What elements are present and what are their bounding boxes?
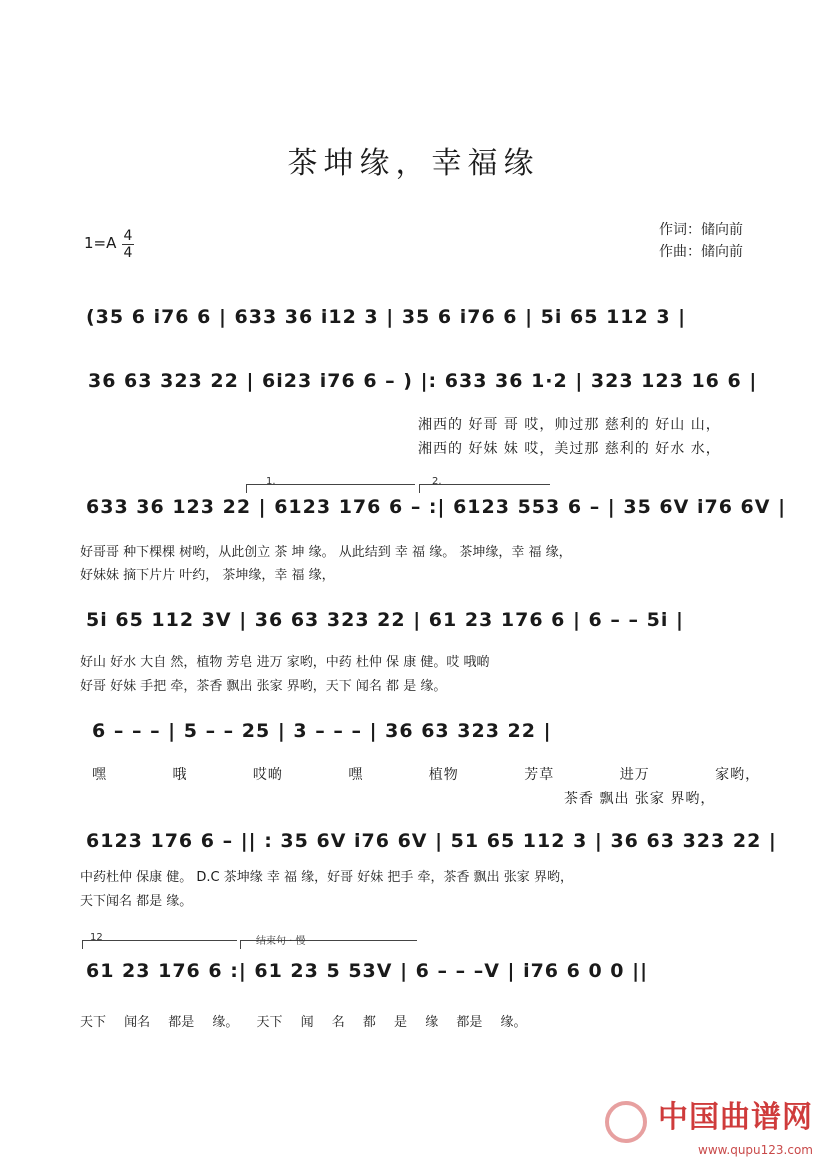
lyric-row-3-verse-1: 好哥哥 种下棵棵 树哟，从此创立 茶 坤 缘。 从此结到 幸 福 缘。 茶坤缘，幸 福 缘， xyxy=(80,545,572,560)
lyric-row-2-verse-1: 湘西的 好哥 哥 哎，帅过那 慈利的 好山 山， xyxy=(418,417,721,433)
second-ending-label: 2. xyxy=(432,476,442,487)
notation-row-5: 6 – – – | 5 – – 25 | 3 – – – | 36 63 323 22 | xyxy=(92,720,552,742)
notation-row-2: 36 63 323 22 | 6i23 i76 6 – ) |: 633 36 1·2 | 323 123 16 6 | xyxy=(88,370,758,392)
lyric-row-2-verse-2: 湘西的 好妹 妹 哎，美过那 慈利的 好水 水， xyxy=(418,441,721,457)
lyric-row-4-verse-1: 好山 好水 大自 然，植物 芳皂 进万 家哟，中药 杜仲 保 康 健。哎 哦啲 xyxy=(80,655,490,670)
ending-12-label: 12 xyxy=(90,932,103,943)
coda-label: 结束句 · 慢 xyxy=(256,936,306,947)
lyric-row-7: 天下 闻名 都是 缘。 天下 闻 名 都 是 缘 都是 缘。 xyxy=(80,1015,527,1030)
lyric-row-6-verse-1: 中药杜仲 保康 健。 D.C 茶坤缘 幸 福 缘，好哥 好妹 把手 牵，茶香 飘出 张家 界哟， xyxy=(80,870,573,885)
notation-row-4: 5i 65 112 3V | 36 63 323 22 | 61 23 176 6 | 6 – – 5i | xyxy=(86,609,684,631)
lyric-row-5-verse-1: 嘿 哦 哎啲 嘿 植物 芳草 进万 家哟， xyxy=(92,767,761,783)
lyricist-credit: 作词：储向前 xyxy=(659,222,743,238)
notation-row-6: 6123 176 6 – || : 35 6V i76 6V | 51 65 112 3 | 36 63 323 22 | xyxy=(86,830,777,852)
first-ending-label: 1. xyxy=(266,476,276,487)
time-denominator: 4 xyxy=(123,245,133,261)
notation-row-3: 633 36 123 22 | 6123 176 6 – :| 6123 553 6 – | 35 6V i76 6V | xyxy=(86,496,787,518)
lyric-row-5-verse-2: 茶香 飘出 张家 界哟， xyxy=(564,791,716,807)
notation-row-7: 61 23 176 6 :| 61 23 5 53V | 6 – – –V | i76 6 0 0 || xyxy=(86,960,649,982)
lyric-row-3-verse-2: 好妹妹 摘下片片 叶约， 茶坤缘，幸 福 缘， xyxy=(80,568,335,583)
key-signature: 1=A xyxy=(84,234,117,252)
time-signature xyxy=(122,228,134,261)
ending-12-bracket xyxy=(82,940,237,949)
composer-credit: 作曲：储向前 xyxy=(659,244,743,260)
lyric-row-4-verse-2: 好哥 好妹 手把 牵，茶香 飘出 张家 界哟，天下 闻名 都 是 缘。 xyxy=(80,679,447,694)
logo-icon xyxy=(605,1101,647,1143)
notation-row-1: (35 6 i76 6 | 633 36 i12 3 | 35 6 i76 6 | 5i 65 112 3 | xyxy=(86,306,687,328)
time-numerator: 4 xyxy=(123,228,133,244)
watermark-url: www.qupu123.com xyxy=(698,1143,813,1157)
site-watermark xyxy=(605,1092,813,1158)
lyric-row-6-verse-2: 天下闻名 都是 缘。 xyxy=(80,894,193,909)
score-title: 茶坤缘，幸福缘 xyxy=(287,146,540,181)
watermark-name: 中国曲谱网 xyxy=(658,1099,813,1135)
